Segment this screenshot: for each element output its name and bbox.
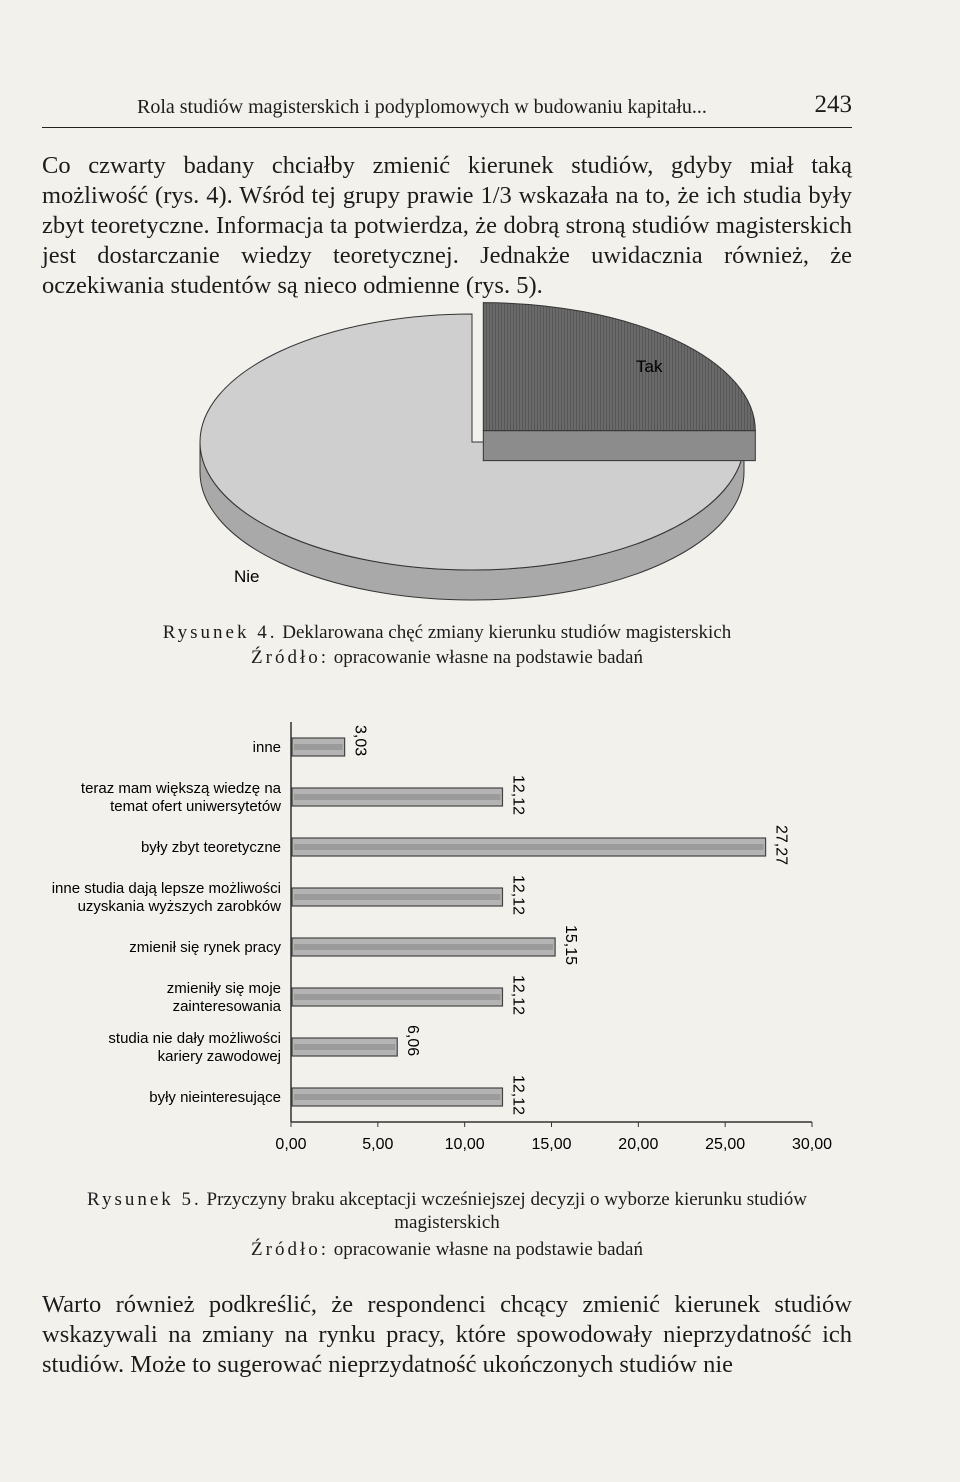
figure-4-label: Rysunek 4.	[162, 622, 278, 643]
figure-4-title: Deklarowana chęć zmiany kierunku studiów magisterskich	[282, 622, 732, 643]
pie-label-nie: Nie	[234, 567, 260, 586]
running-title: Rola studiów magisterskich i podyplomowych w budowaniu kapitału...	[137, 96, 707, 118]
x-tick-label: 25,00	[705, 1136, 746, 1153]
figure-5-caption	[42, 1188, 852, 1234]
page-number: 243	[814, 91, 852, 118]
bar-shade	[294, 944, 553, 950]
bar-category-label: uzyskania wyższych zarobków	[77, 898, 281, 915]
bar-category-label: inne	[252, 739, 281, 756]
figure-4-source-label: Źródło:	[251, 647, 330, 668]
x-tick-label: 15,00	[531, 1136, 572, 1153]
figure-5-title-line1: Przyczyny braku akceptacji wcześniejszej decyzji o wyborze kierunku studiów	[206, 1189, 807, 1210]
bar-data-label: 12,12	[509, 775, 527, 816]
bar-group	[292, 725, 790, 1115]
pie-label-tak: Tak	[636, 357, 663, 376]
bar-shade	[294, 744, 343, 750]
bar-data-label: 6,06	[404, 1025, 422, 1057]
bar-category-label: studia nie dały możliwości	[108, 1030, 281, 1047]
x-tick-label: 10,00	[444, 1136, 485, 1153]
bar-category-label: były zbyt teoretyczne	[140, 839, 281, 856]
figure-5-label: Rysunek 5.	[87, 1189, 202, 1210]
bar-category-label: zmienił się rynek pracy	[129, 939, 281, 956]
bar-data-label: 12,12	[509, 875, 527, 916]
figure-5-source-text: opracowanie własne na podstawie badań	[333, 1239, 643, 1260]
bar-category-label: inne studia dają lepsze możliwości	[51, 880, 281, 897]
paragraph-text: Co czwarty badany chciałby zmienić kierunek studiów, gdyby miał taką możliwość (rys. 4). Wśród tej grupy prawie 1/3 wskazała na to, że ich studia były zbyt teoretyczne. Informacja ta potwierdza, że dobrą stroną studiów magisterskich jest dostarczanie wiedzy teoretycznej. Jednakże uwidacznia również, że oczekiwania studentów są nieco odmienne (rys. 5).	[42, 152, 852, 299]
bar-shade	[294, 894, 500, 900]
bar-data-label: 3,03	[351, 725, 369, 757]
bar-shade	[294, 844, 764, 850]
figure-5-source	[42, 1238, 852, 1261]
body-paragraph-2	[42, 1290, 852, 1380]
bar-category-label: kariery zawodowej	[157, 1048, 281, 1065]
x-tick-label: 0,00	[275, 1136, 307, 1153]
figure-5-source-label: Źródło:	[251, 1239, 330, 1260]
x-tick-label: 5,00	[362, 1136, 394, 1153]
bar-shade	[294, 1044, 395, 1050]
x-tick-label: 30,00	[791, 1136, 833, 1153]
bar-category-labels	[52, 739, 282, 1106]
bar-category-label: zainteresowania	[172, 998, 281, 1015]
bar-category-label: teraz mam większą wiedzę na	[80, 780, 281, 797]
bar-category-label: były nieinteresujące	[149, 1089, 281, 1106]
bar-data-label: 12,12	[509, 975, 527, 1016]
paragraph-text-2: Warto również podkreślić, że respondenci chcący zmienić kierunek studiów wskazywali na zmiany na rynku pracy, które spowodowały nieprzydatność ich studiów. Może to sugerować nieprzydatność ukończonych studiów nie	[42, 1291, 852, 1378]
bar-category-label: zmieniły się moje	[166, 980, 281, 997]
bar-data-label: 12,12	[509, 1075, 527, 1116]
bar-shade	[294, 994, 500, 1000]
figure-4-source-text: opracowanie własne na podstawie badań	[333, 647, 643, 668]
bar-data-label: 15,15	[562, 925, 580, 966]
bar-data-label: 27,27	[772, 825, 790, 866]
x-tick-label: 20,00	[618, 1136, 659, 1153]
bar-shade	[294, 794, 500, 800]
bar-shade	[294, 1094, 500, 1100]
figure-5-title-line2: magisterskich	[394, 1212, 500, 1233]
bar-category-label: temat ofert uniwersytetów	[110, 798, 281, 815]
